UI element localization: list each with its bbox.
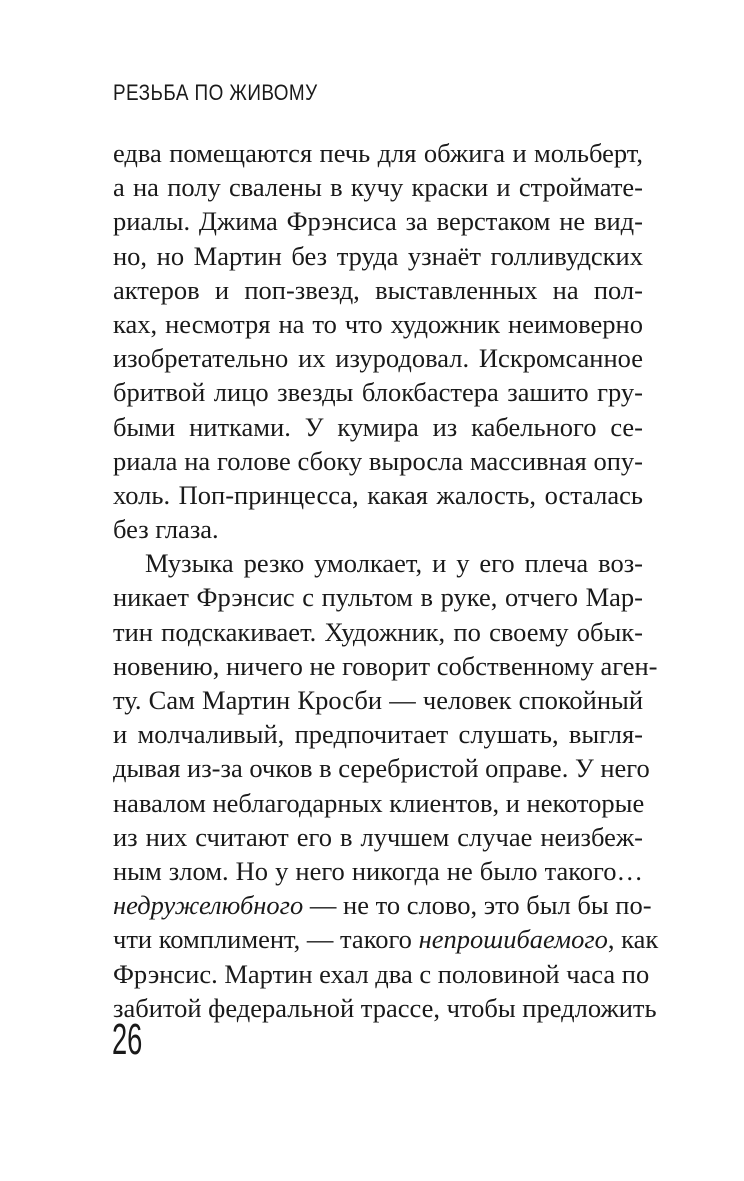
text-line: актеров и поп-звезд, выставленных на пол- xyxy=(113,274,643,305)
page-number: 26 xyxy=(112,1015,143,1064)
text-line: но, но Мартин без труда узнаёт голливудских xyxy=(113,240,643,271)
text-line: Фрэнсис. Мартин ехал два с половиной часа по xyxy=(113,958,650,989)
body-text xyxy=(113,136,659,1025)
text-line: и молчаливый, предпочитает слушать, выгля- xyxy=(113,719,643,750)
text-line: быми нитками. У кумира из кабельного се- xyxy=(113,411,643,442)
text-line: ках, несмотря на то что художник неимоверно xyxy=(113,308,643,339)
text-line xyxy=(113,888,652,922)
text-line: ным злом. Но у него никогда не было такого… xyxy=(113,855,643,886)
italic-word: непрошибаемого xyxy=(418,924,608,955)
text-line: тин подскакивает. Художник, по своему обык- xyxy=(113,616,643,647)
text-line: ту. Сам Мартин Кросби — человек спокойный xyxy=(113,685,643,715)
text-line: навалом неблагодарных клиентов, и некоторые xyxy=(113,787,645,818)
italic-word: недружелюбного xyxy=(113,890,304,921)
text-line: бритвой лицо звезды блокбастера зашито гру- xyxy=(113,377,643,408)
text-fragment: чти комплимент, — такого xyxy=(113,924,419,955)
text-line: едва помещаются печь для обжига и мольберт, xyxy=(113,138,643,168)
text-line xyxy=(113,922,659,956)
text-line: риалы. Джима Фрэнсиса за верстаком не вид- xyxy=(113,206,643,237)
text-line: из них считают его в лучшем случае неизбеж- xyxy=(113,821,643,852)
text-line: риала на голове сбоку выросла массивная опу- xyxy=(113,445,643,476)
text-fragment: , как xyxy=(607,924,659,955)
text-fragment: — не то слово, это был бы по- xyxy=(303,890,652,921)
text-line: а на полу свалены в кучу краски и строймате- xyxy=(113,172,643,203)
text-line: изобретательно их изуродовал. Искромсанное xyxy=(113,343,643,374)
text-line: дывая из-за очков в серебристой оправе. У него xyxy=(113,753,650,784)
running-title: РЕЗЬБА ПО ЖИВОМУ xyxy=(113,80,318,105)
text-line: холь. Поп-принцесса, какая жалость, осталась xyxy=(113,479,643,510)
text-line: забитой федеральной трассе, чтобы предложить xyxy=(113,992,657,1023)
text-line: новению, ничего не говорит собственному аген- xyxy=(113,650,658,681)
text-line: никает Фрэнсис с пультом в руке, отчего Мар- xyxy=(113,582,643,613)
text-line: Музыка резко умолкает, и у его плеча воз- xyxy=(145,548,643,579)
text-line: без глаза. xyxy=(113,514,219,545)
